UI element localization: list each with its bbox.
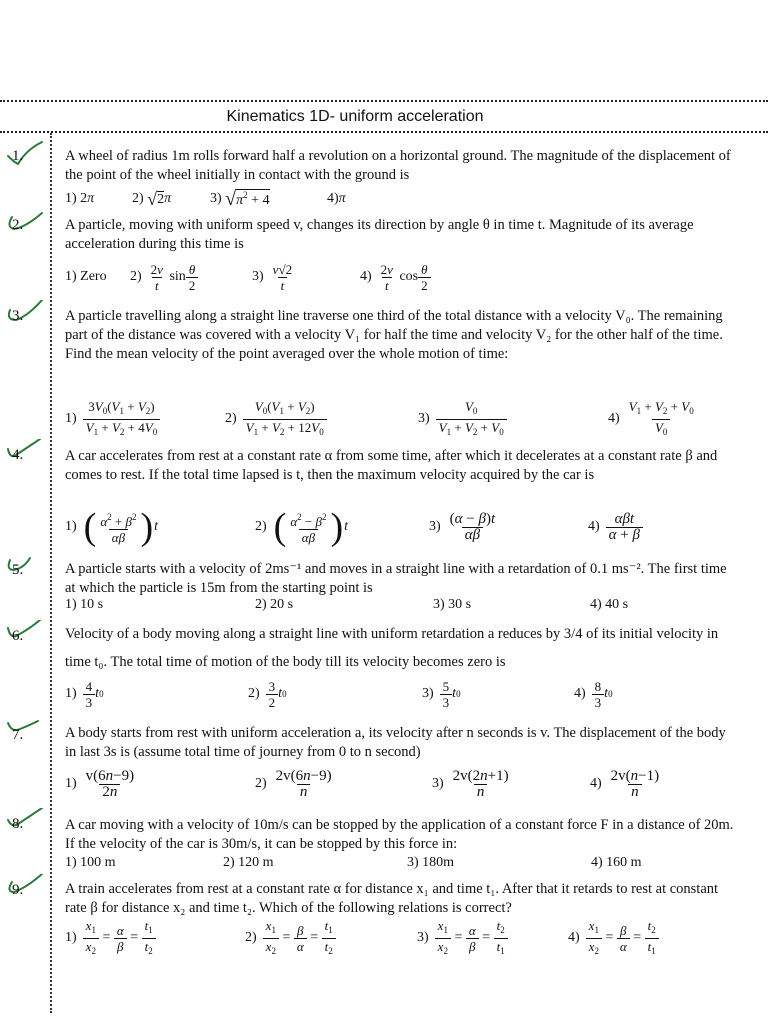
option-3[interactable]: 3) $\frac{V_0}{V_1 + V_2 + V_0}$	[418, 397, 507, 441]
option-4[interactable]: 4) $\frac{8}{3}$ t 0	[574, 678, 613, 710]
question-number: 4.	[12, 447, 48, 464]
options	[65, 505, 735, 549]
option-3[interactable]: 3) $\frac{(\alpha - \beta)t}{\alpha\beta}$	[429, 510, 496, 543]
option-3[interactable]: 3) 180m	[407, 855, 455, 870]
question-text: A car accelerates from rest at a constant rate α from some time, after which it decelerates at a constant rate β and comes to rest. If the total time lapsed is t, then the maximum velocity acquired by the car is	[65, 448, 718, 483]
options	[65, 177, 735, 221]
title-dotted-rule	[0, 131, 768, 133]
option-4[interactable]: 4) $\frac{V_1 + V_2 + V_0}{V_0}$	[608, 397, 697, 441]
question-text: A particle starts with a velocity of 2ms⁻¹ and moves in a straight line with a retardation of 0.1 ms⁻². The first time at which the particle is 15m from the starting point is	[65, 561, 727, 596]
option-1[interactable]: 1) 100 m	[65, 855, 116, 870]
question-text: A body starts from rest with uniform acceleration a, its velocity after n seconds is v. The displacement of the body in last 3s is (assume total time of journey from 0 to n second)	[65, 725, 726, 760]
option-4[interactable]: 4) 160 m	[591, 855, 642, 870]
margin-dotted-rule	[50, 133, 52, 1013]
option-2[interactable]: 2) $\frac{2v}{t}$ sin $\frac{\theta}{2}$	[130, 255, 198, 299]
question-number: 5.	[12, 562, 48, 579]
option-4[interactable]: 4) 40 s	[590, 597, 629, 612]
question-number: 1.	[12, 148, 48, 165]
option-4[interactable]: 4) $\frac{2v(n-1)}{n}$	[590, 767, 660, 800]
top-dotted-rule	[0, 100, 768, 102]
option-2[interactable]: 2) $\frac{2v(6n-9)}{n}$	[255, 767, 332, 800]
option-3[interactable]: 3) √ $\pi^2 + 4$	[210, 187, 270, 210]
option-4[interactable]: 4) π	[327, 191, 346, 206]
options	[65, 594, 735, 616]
option-3[interactable]: 3) $\frac{5}{3}$ t 0	[422, 678, 461, 710]
option-1[interactable]: 1) ( $\frac{\alpha^2 + \beta^2}{\alpha\beta}$ ) t	[65, 506, 159, 548]
option-1[interactable]: 1) $\frac{3V_0(V_1 + V_2)}{V_1 + V_2 + 4V_0}$	[65, 397, 160, 441]
question-number: 3.	[12, 308, 48, 325]
options	[65, 916, 735, 960]
option-1[interactable]: 1) $\frac{v(6n-9)}{2n}$	[65, 767, 135, 800]
option-3[interactable]: 3) 30 s	[433, 597, 472, 612]
question-text: Velocity of a body moving along a straight line with uniform retardation a reduces by 3/4 of its initial velocity in time t₀. The total time of motion of the body till its velocity becomes zero is	[65, 626, 719, 670]
option-2[interactable]: 2) $\frac{3}{2}$ t 0	[248, 678, 287, 710]
question-number: 6.	[12, 628, 48, 645]
options	[65, 852, 735, 874]
option-2[interactable]: 2) ( $\frac{\alpha^2 - \beta^2}{\alpha\beta}$ ) t	[255, 506, 349, 548]
question-number: 2.	[12, 217, 48, 234]
option-2[interactable]: 2) √ 2 π	[132, 188, 172, 209]
question-text: A particle, moving with uniform speed v, changes its direction by angle θ in time t. Magnitude of its average acceleration during this time is	[65, 217, 694, 252]
options	[65, 255, 735, 299]
question-number: 8.	[12, 816, 48, 833]
question-text: A particle travelling along a straight line traverse one third of the total distance with a velocity V₀. The remaining part of the distance was covered with a velocity V₁ for half the time and velocity V₂ for the other half of the time. Find the mean velocity of the point averaged over the whole motion of time:	[65, 308, 723, 362]
option-3[interactable]: 3) $\frac{v√2}{t}$	[252, 261, 293, 293]
option-2[interactable]: 2) 120 m	[223, 855, 274, 870]
question-text: A wheel of radius 1m rolls forward half a revolution on a horizontal ground. The magnitude of the displacement of the point of the wheel initially in contact with the ground is	[65, 148, 731, 183]
option-4[interactable]: 4) $\frac{x_1}{x_2}$ = $\frac{\beta}{\alpha}$ = $\frac{t_2}{t_1}$	[568, 916, 659, 960]
option-2[interactable]: 2) $\frac{V_0(V_1 + V_2)}{V_1 + V_2 + 12V_0}$	[225, 397, 327, 441]
options	[65, 672, 735, 716]
question-text: A train accelerates from rest at a constant rate α for distance x₁ and time t₁. After that it retards to rest at constant rate β for distance x₂ and time t₂. Which of the following relations is correct?	[65, 881, 719, 916]
option-2[interactable]: 2) 20 s	[255, 597, 294, 612]
option-1[interactable]: 1) 10 s	[65, 597, 104, 612]
question-number: 7.	[12, 727, 48, 744]
option-3[interactable]: 3) $\frac{2v(2n+1)}{n}$	[432, 767, 509, 800]
option-4[interactable]: 4) $\frac{\text{αβt}}{\alpha + \beta}$	[588, 505, 643, 549]
page-title: Kinematics 1D- uniform acceleration	[226, 108, 484, 125]
option-2[interactable]: 2) $\frac{x_1}{x_2}$ = $\frac{\beta}{\alpha}$ = $\frac{t_1}{t_2}$	[245, 916, 336, 960]
option-1[interactable]: 1) Zero	[65, 269, 107, 284]
options	[65, 397, 735, 441]
question-text: A car moving with a velocity of 10m/s can be stopped by the application of a constant force F in a distance of 20m. If the velocity of the car is 30m/s, it can be stopped by this force in:	[65, 817, 734, 852]
option-1[interactable]: 1) $\frac{4}{3}$ t 0	[65, 678, 104, 710]
option-1[interactable]: 1) 2 π	[65, 191, 95, 206]
option-1[interactable]: 1) $\frac{x_1}{x_2}$ = $\frac{\alpha}{\beta}$ = $\frac{t_1}{t_2}$	[65, 916, 156, 960]
options	[65, 762, 735, 806]
option-4[interactable]: 4) $\frac{2v}{t}$ cos $\frac{\theta}{2}$	[360, 255, 431, 299]
question-number: 9.	[12, 882, 48, 899]
option-3[interactable]: 3) $\frac{x_1}{x_2}$ = $\frac{\alpha}{\beta}$ = $\frac{t_2}{t_1}$	[417, 916, 508, 960]
